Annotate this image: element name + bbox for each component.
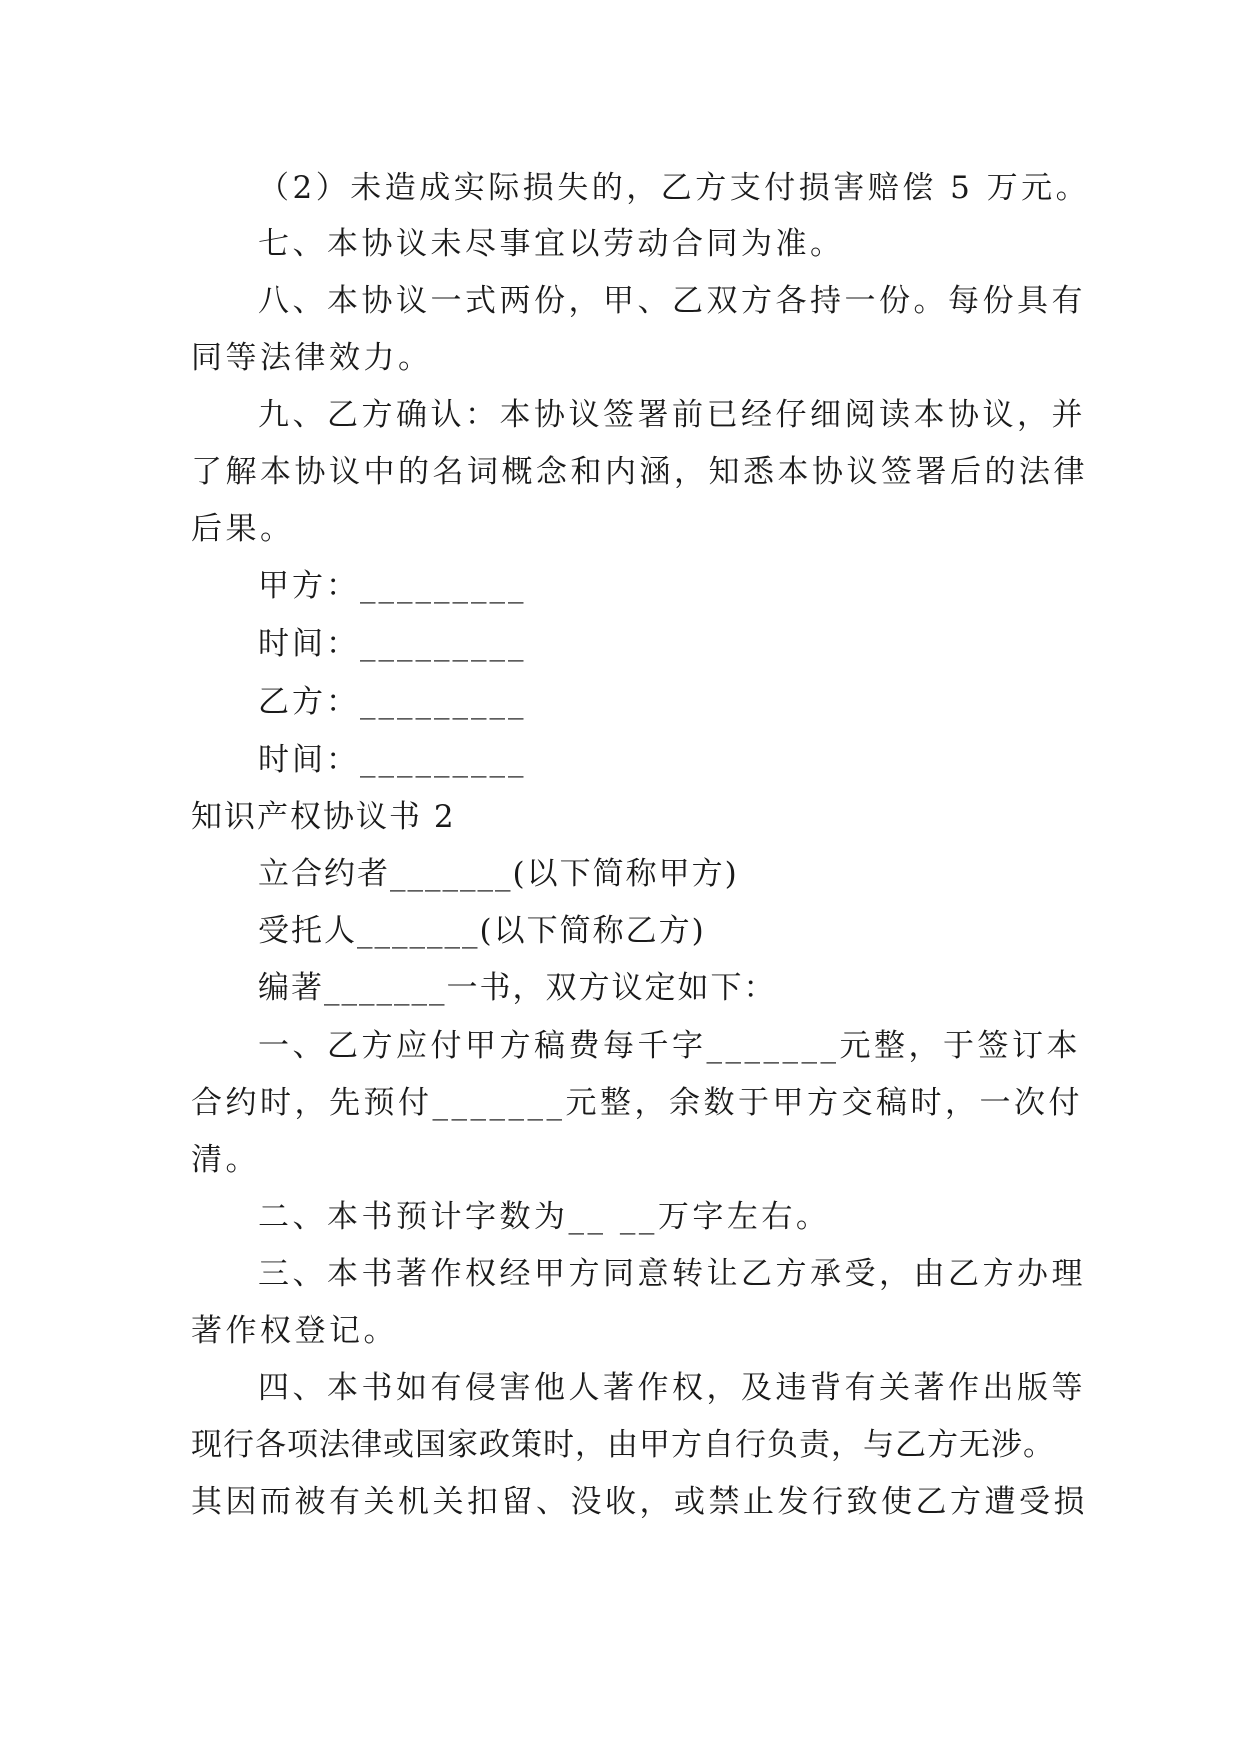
agreement-2-clause-4-line-3: 其因而被有关机关扣留、没收，或禁止发行致使乙方遭受损 xyxy=(191,1484,1088,1520)
clause-6-item-2: （2）未造成实际损失的，乙方支付损害赔偿 5 万元。 xyxy=(258,170,1091,206)
agreement-2-clause-4-line-1: 四、本书如有侵害他人著作权，及违背有关著作出版等 xyxy=(258,1370,1086,1406)
clause-7: 七、本协议未尽事宜以劳动合同为准。 xyxy=(258,226,845,262)
agreement-2-clause-2: 二、本书预计字数为__ __万字左右。 xyxy=(258,1199,831,1235)
agreement-2-title: 知识产权协议书 2 xyxy=(191,799,456,835)
signature-date-a: 时间：_________ xyxy=(258,626,527,662)
clause-8-line-1: 八、本协议一式两份，甲、乙双方各持一份。每份具有 xyxy=(258,283,1086,319)
agreement-2-clause-4-line-2: 现行各项法律或国家政策时，由甲方自行负责，与乙方无涉。 xyxy=(191,1427,1055,1463)
clause-9-line-1: 九、乙方确认：本协议签署前已经仔细阅读本协议，并 xyxy=(258,397,1086,433)
agreement-2-clause-1-line-3: 清。 xyxy=(191,1142,260,1178)
agreement-2-intro: 编著_______一书，双方议定如下： xyxy=(258,970,777,1006)
agreement-2-clause-3-line-2: 著作权登记。 xyxy=(191,1313,398,1349)
clause-9-line-2: 了解本协议中的名词概念和内涵，知悉本协议签署后的法律 xyxy=(191,454,1088,490)
agreement-2-party-b: 受托人_______(以下简称乙方) xyxy=(258,913,706,949)
agreement-2-party-a: 立合约者_______(以下简称甲方) xyxy=(258,856,739,892)
agreement-2-clause-3-line-1: 三、本书著作权经甲方同意转让乙方承受，由乙方办理 xyxy=(258,1256,1086,1292)
signature-party-b: 乙方：_________ xyxy=(258,684,527,720)
signature-date-b: 时间：_________ xyxy=(258,742,527,778)
agreement-2-clause-1-line-1: 一、乙方应付甲方稿费每千字_______元整，于签订本 xyxy=(258,1028,1081,1064)
signature-party-a: 甲方：_________ xyxy=(258,568,527,604)
clause-9-line-3: 后果。 xyxy=(191,511,295,547)
clause-8-line-2: 同等法律效力。 xyxy=(191,340,433,376)
agreement-2-clause-1-line-2: 合约时，先预付_______元整，余数于甲方交稿时，一次付 xyxy=(191,1085,1083,1121)
